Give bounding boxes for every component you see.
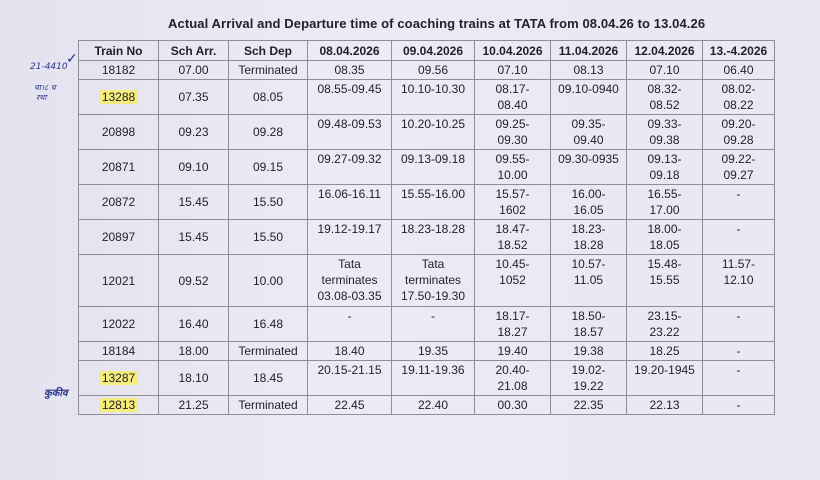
cell-value: 15.50: [252, 230, 284, 244]
time-cell: [229, 115, 308, 150]
cell-value: -: [736, 363, 741, 377]
cell-value: 07.10: [649, 63, 680, 77]
time-cell: [627, 396, 703, 415]
time-cell: [551, 61, 627, 80]
time-cell: [627, 115, 703, 150]
time-cell: [229, 307, 308, 342]
time-cell: [308, 80, 392, 115]
cell-value: Terminated: [238, 344, 298, 358]
time-cell: [159, 80, 229, 115]
train-number-cell: [79, 80, 159, 115]
cell-value: 08.13: [573, 63, 604, 77]
time-cell: [308, 342, 392, 361]
margin-note-1: 21-4410: [30, 62, 68, 72]
cell-value: -: [736, 344, 741, 358]
time-cell: [229, 61, 308, 80]
column-header: 11.04.2026: [551, 41, 627, 61]
cell-value: 09.15: [252, 160, 284, 174]
time-cell: [703, 307, 775, 342]
cell-value: 18.45: [252, 371, 284, 385]
cell-value: 08.55-09.45: [317, 82, 382, 96]
table-row: [79, 307, 775, 342]
time-cell: [308, 361, 392, 396]
table-row: [79, 80, 775, 115]
cell-value: 09.23: [178, 125, 209, 139]
time-cell: [308, 307, 392, 342]
time-cell: [475, 307, 551, 342]
time-cell: [392, 185, 475, 220]
time-cell: [308, 115, 392, 150]
time-cell: [392, 150, 475, 185]
time-cell: [308, 396, 392, 415]
time-cell: [475, 396, 551, 415]
train-number-cell: [79, 396, 159, 415]
cell-value: 21.25: [178, 398, 209, 412]
train-number: 13287: [99, 371, 138, 385]
cell-value: 08.32- 08.52: [647, 82, 682, 112]
time-cell: [392, 80, 475, 115]
cell-value: 19.11-19.36: [401, 363, 465, 377]
time-cell: [475, 80, 551, 115]
time-cell: [627, 150, 703, 185]
time-cell: [475, 361, 551, 396]
cell-value: 22.35: [573, 398, 604, 412]
table-row: [79, 61, 775, 80]
cell-value: 20.40- 21.08: [495, 363, 530, 393]
column-header: Train No: [79, 41, 159, 61]
cell-value: 07.00: [178, 63, 209, 77]
time-cell: [475, 150, 551, 185]
cell-value: 22.13: [649, 398, 680, 412]
time-cell: [627, 61, 703, 80]
cell-value: 18.10: [178, 371, 209, 385]
cell-value: 07.10: [497, 63, 528, 77]
time-cell: [392, 342, 475, 361]
table-row: [79, 185, 775, 220]
cell-value: 09.48-09.53: [317, 117, 382, 131]
cell-value: 10.57- 11.05: [571, 257, 606, 287]
time-cell: [229, 80, 308, 115]
time-cell: [475, 115, 551, 150]
cell-value: 09.10: [178, 160, 209, 174]
time-cell: [703, 342, 775, 361]
cell-value: 00.30: [497, 398, 528, 412]
timetable: [78, 40, 775, 415]
cell-value: 09.27-09.32: [317, 152, 382, 166]
time-cell: [703, 115, 775, 150]
train-number: 12022: [101, 317, 136, 331]
cell-value: 08.17- 08.40: [495, 82, 530, 112]
time-cell: [627, 220, 703, 255]
time-cell: [627, 185, 703, 220]
cell-value: 15.48- 15.55: [647, 257, 682, 287]
column-header: Sch Arr.: [159, 41, 229, 61]
time-cell: [392, 255, 475, 307]
train-number: 18184: [101, 344, 136, 358]
table-row: [79, 220, 775, 255]
cell-value: 16.06-16.11: [317, 187, 382, 201]
cell-value: 15.55-16.00: [400, 187, 466, 201]
cell-value: -: [431, 309, 435, 323]
cell-value: Tata terminates 03.08-03.35: [317, 257, 382, 303]
time-cell: [627, 307, 703, 342]
table-header-row: [79, 41, 775, 61]
time-cell: [392, 361, 475, 396]
time-cell: [627, 361, 703, 396]
time-cell: [229, 150, 308, 185]
cell-value: 09.52: [178, 273, 209, 288]
cell-value: -: [736, 187, 741, 201]
cell-value: 16.55- 17.00: [647, 187, 682, 217]
cell-value: 08.35: [334, 63, 365, 77]
time-cell: [392, 220, 475, 255]
time-cell: [159, 361, 229, 396]
time-cell: [229, 220, 308, 255]
cell-value: 16.00- 16.05: [571, 187, 606, 217]
time-cell: [159, 185, 229, 220]
cell-value: 18.17- 18.27: [495, 309, 530, 339]
cell-value: -: [736, 398, 741, 412]
table-row: [79, 396, 775, 415]
cell-value: 18.47- 18.52: [495, 222, 530, 252]
cell-value: 08.05: [252, 90, 284, 104]
train-number-cell: [79, 361, 159, 396]
cell-value: 09.28: [252, 125, 284, 139]
cell-value: -: [347, 309, 352, 323]
time-cell: [703, 80, 775, 115]
cell-value: 10.45- 1052: [495, 257, 530, 287]
train-number: 20871: [101, 160, 136, 174]
table-row: [79, 115, 775, 150]
cell-value: 06.40: [723, 63, 754, 77]
cell-value: 09.35- 09.40: [571, 117, 606, 147]
margin-note-4: कुकीव: [44, 388, 68, 399]
cell-value: 15.57- 1602: [495, 187, 530, 217]
train-number-cell: [79, 220, 159, 255]
time-cell: [229, 185, 308, 220]
margin-note-2: धा।८ ध: [34, 83, 56, 92]
cell-value: 09.13-09.18: [400, 152, 466, 166]
train-number: 20872: [101, 195, 136, 209]
cell-value: 09.13- 09.18: [647, 152, 682, 182]
time-cell: [229, 255, 308, 307]
time-cell: [159, 150, 229, 185]
column-header: 10.04.2026: [475, 41, 551, 61]
time-cell: [392, 115, 475, 150]
time-cell: [475, 342, 551, 361]
time-cell: [229, 342, 308, 361]
column-header: 12.04.2026: [627, 41, 703, 61]
time-cell: [703, 255, 775, 307]
checkmark-icon: ✓: [66, 50, 78, 66]
time-cell: [551, 80, 627, 115]
time-cell: [475, 185, 551, 220]
table-row: [79, 255, 775, 307]
time-cell: [159, 220, 229, 255]
cell-value: 09.10-0940: [558, 82, 619, 96]
margin-note-3: रथा: [36, 93, 47, 102]
time-cell: [627, 255, 703, 307]
cell-value: 19.02- 19.22: [571, 363, 606, 393]
cell-value: 18.00- 18.05: [647, 222, 682, 252]
time-cell: [475, 255, 551, 307]
cell-value: 15.50: [252, 195, 284, 209]
table-row: [79, 342, 775, 361]
cell-value: 23.15- 23.22: [647, 309, 682, 339]
cell-value: 09.30-0935: [558, 152, 619, 166]
time-cell: [475, 220, 551, 255]
time-cell: [627, 342, 703, 361]
column-header: 13.-4.2026: [703, 41, 775, 61]
time-cell: [551, 115, 627, 150]
time-cell: [159, 115, 229, 150]
time-cell: [551, 307, 627, 342]
column-header: 08.04.2026: [308, 41, 392, 61]
cell-value: -: [736, 222, 741, 236]
cell-value: 18.23-18.28: [400, 222, 466, 236]
time-cell: [551, 150, 627, 185]
cell-value: 07.35: [178, 90, 209, 104]
train-number-cell: [79, 61, 159, 80]
cell-value: 18.00: [178, 344, 209, 358]
train-number-cell: [79, 307, 159, 342]
cell-value: 09.56: [417, 63, 449, 77]
train-number-cell: [79, 255, 159, 307]
time-cell: [551, 255, 627, 307]
cell-value: 22.40: [417, 398, 449, 412]
time-cell: [308, 185, 392, 220]
time-cell: [392, 307, 475, 342]
time-cell: [551, 220, 627, 255]
cell-value: 11.57- 12.10: [721, 257, 756, 287]
column-header: 09.04.2026: [392, 41, 475, 61]
cell-value: 15.45: [178, 195, 209, 209]
column-header: Sch Dep: [229, 41, 308, 61]
time-cell: [703, 220, 775, 255]
table-row: [79, 150, 775, 185]
train-number-cell: [79, 185, 159, 220]
train-number: 20898: [101, 125, 136, 139]
time-cell: [627, 80, 703, 115]
time-cell: [703, 396, 775, 415]
train-number: 18182: [101, 63, 136, 77]
cell-value: 19.35: [417, 344, 449, 358]
cell-value: 09.25- 09.30: [495, 117, 530, 147]
time-cell: [308, 61, 392, 80]
cell-value: 10.00: [252, 273, 284, 288]
train-number-cell: [79, 342, 159, 361]
time-cell: [475, 61, 551, 80]
cell-value: 09.20- 09.28: [721, 117, 756, 147]
cell-value: Terminated: [238, 398, 298, 412]
train-number: 12813: [99, 398, 138, 412]
cell-value: 18.50- 18.57: [571, 309, 606, 339]
time-cell: [551, 396, 627, 415]
time-cell: [229, 396, 308, 415]
time-cell: [159, 342, 229, 361]
time-cell: [229, 361, 308, 396]
cell-value: 09.55- 10.00: [495, 152, 530, 182]
train-number: 12021: [101, 273, 136, 288]
time-cell: [551, 361, 627, 396]
cell-value: 16.40: [178, 317, 209, 331]
time-cell: [703, 361, 775, 396]
cell-value: 09.33- 09.38: [647, 117, 682, 147]
table-row: [79, 361, 775, 396]
cell-value: 19.20-1945: [634, 363, 695, 377]
train-number-cell: [79, 115, 159, 150]
time-cell: [703, 150, 775, 185]
time-cell: [159, 396, 229, 415]
cell-value: 16.48: [252, 317, 284, 331]
train-number-cell: [79, 150, 159, 185]
time-cell: [308, 150, 392, 185]
cell-value: 15.45: [178, 230, 209, 244]
cell-value: 10.10-10.30: [400, 82, 466, 96]
cell-value: 10.20-10.25: [400, 117, 466, 131]
document-title: Actual Arrival and Departure time of coaching trains at TATA from 08.04.26 to 13.04.26: [168, 16, 706, 31]
cell-value: 09.22- 09.27: [721, 152, 756, 182]
time-cell: [159, 307, 229, 342]
cell-value: Terminated: [238, 63, 298, 77]
time-cell: [703, 185, 775, 220]
time-cell: [159, 255, 229, 307]
time-cell: [703, 61, 775, 80]
time-cell: [159, 61, 229, 80]
time-cell: [308, 255, 392, 307]
cell-value: 19.40: [497, 344, 528, 358]
train-number: 20897: [101, 230, 136, 244]
time-cell: [392, 61, 475, 80]
time-cell: [551, 185, 627, 220]
time-cell: [308, 220, 392, 255]
time-cell: [551, 342, 627, 361]
time-cell: [392, 396, 475, 415]
cell-value: 18.40: [334, 344, 365, 358]
cell-value: 22.45: [334, 398, 365, 412]
cell-value: 20.15-21.15: [317, 363, 382, 377]
cell-value: 18.25: [649, 344, 680, 358]
cell-value: -: [736, 309, 741, 323]
cell-value: 19.38: [573, 344, 604, 358]
train-number: 13288: [99, 90, 138, 104]
cell-value: 18.23- 18.28: [571, 222, 606, 252]
cell-value: Tata terminates 17.50-19.30: [400, 257, 466, 303]
cell-value: 08.02- 08.22: [721, 82, 756, 112]
cell-value: 19.12-19.17: [317, 222, 382, 236]
